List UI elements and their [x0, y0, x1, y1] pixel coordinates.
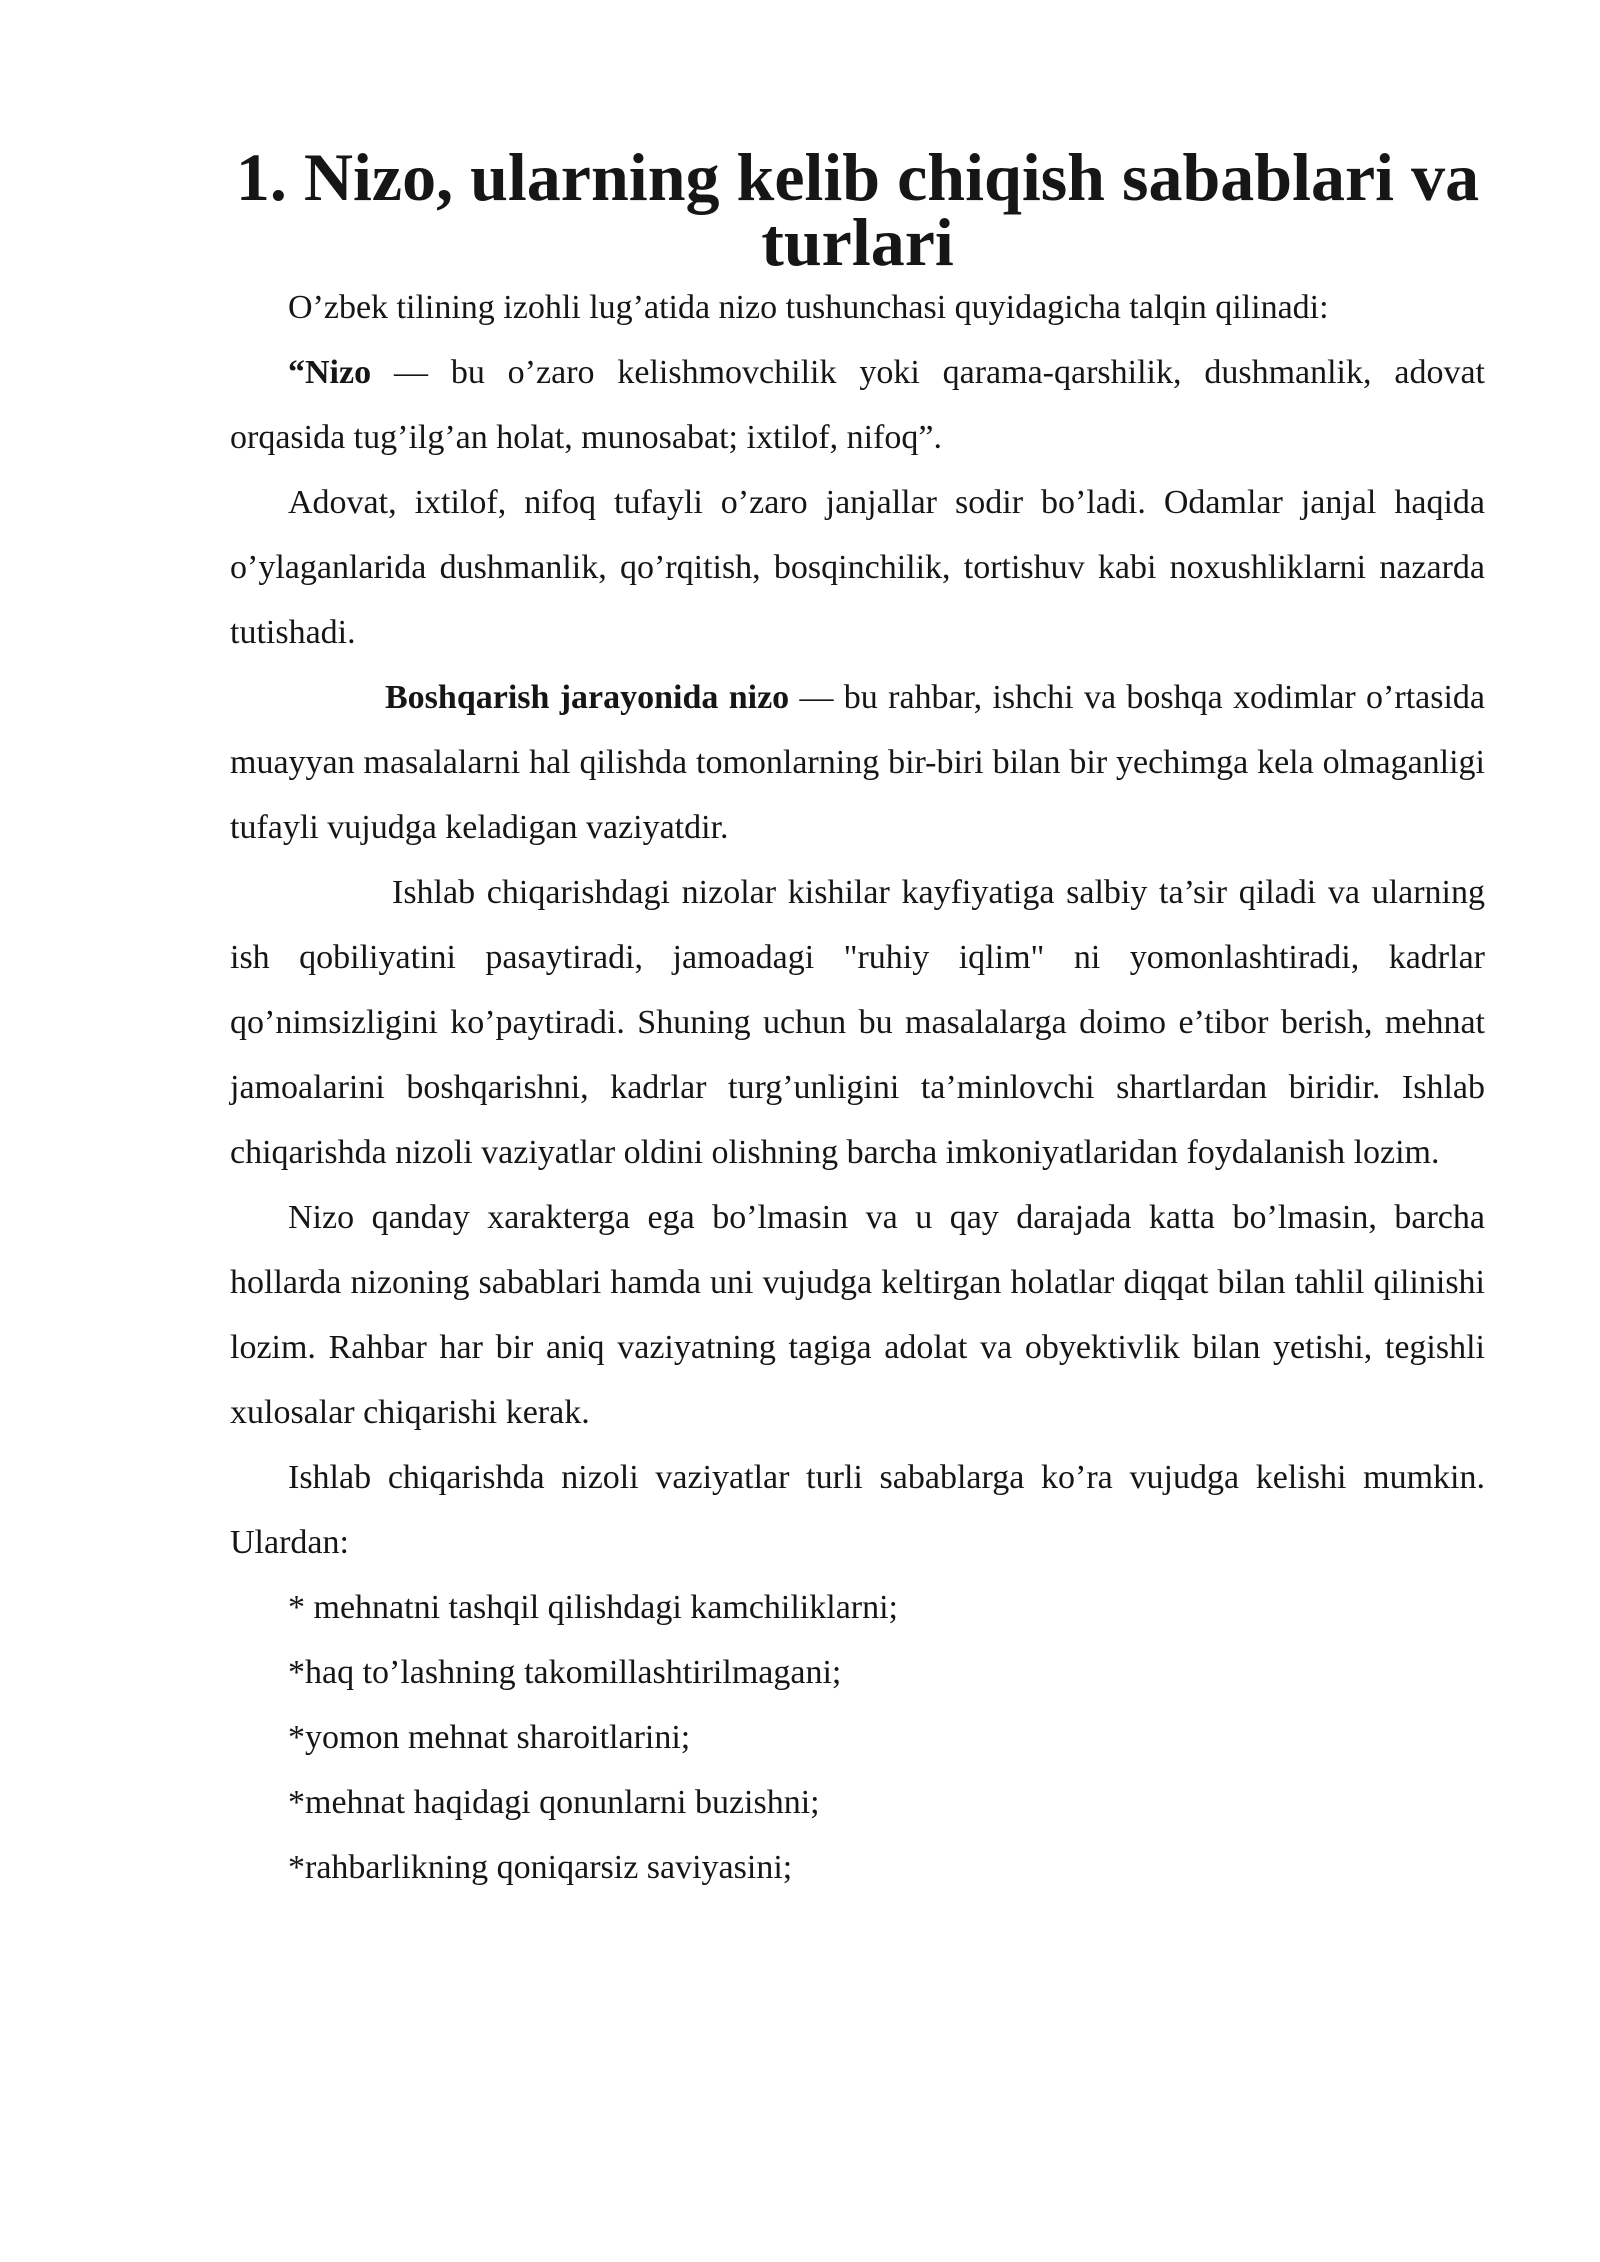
- paragraph-analysis: Nizo qanday xarakterga ega bo’lmasin va u qay darajada katta bo’lmasin, barcha hollarda nizoning sabablari hamda uni vujudga keltirgan holatlar diqqat bilan tahlil qilinishi lozim. Rahbar har bir aniq vaziyatning tagiga adolat va obyektivlik bilan yetishi, tegishli xulosalar chiqarishi kerak.: [230, 1199, 1485, 1431]
- paragraph-intro: O’zbek tilining izohli lug’atida nizo tushunchasi quyidagicha talqin qilinadi:: [288, 289, 1329, 326]
- paragraph-definition: [230, 340, 1485, 470]
- causes-list: [230, 1575, 1485, 1900]
- list-item: *rahbarlikning qoniqarsiz saviyasini;: [288, 1849, 793, 1886]
- list-item: * mehnatni tashqil qilishdagi kamchiliklarni;: [288, 1589, 899, 1626]
- paragraph-management-conflict: [230, 665, 1485, 860]
- document-page: [230, 139, 1486, 1900]
- list-item: *haq to’lashning takomillashtirilmagani;: [288, 1654, 842, 1691]
- document-title: 1. Nizo, ularning kelib chiqish sabablari va turlari: [235, 139, 1480, 280]
- term-nizo: “Nizo: [288, 354, 372, 391]
- paragraph-causes: Ishlab chiqarishda nizoli vaziyatlar turli sabablarga ko’ra vujudga kelishi mumkin. Ulardan:: [230, 1459, 1485, 1561]
- term-management-conflict: Boshqarish jarayonida nizo: [385, 679, 790, 716]
- paragraph-production-conflicts: Ishlab chiqarishdagi nizolar kishilar kayfiyatiga salbiy ta’sir qiladi va ularning ish qobiliyatini pasaytiradi, jamoadagi "ruhiy iqlim" ni yomonlashtiradi, kadrlar qo’nimsizligini ko’paytiradi. Shuning uchun bu masalalarga doimo e’tibor berish, mehnat jamoalarini boshqarishni, kadrlar turg’unligini ta’minlovchi shartlardan biridir. Ishlab chiqarishda nizoli vaziyatlar oldini olishning barcha imkoniyatlaridan foydalanish lozim.: [230, 874, 1485, 1171]
- list-item: *yomon mehnat sharoitlarini;: [288, 1719, 691, 1756]
- management-conflict-text: — bu rahbar, ishchi va boshqa xodimlar o’rtasida muayyan masalalarni hal qilishda tomonlarning bir-biri bilan bir yechimga kela olmaganligi tufayli vujudga keladigan vaziyatdir.: [230, 679, 1486, 846]
- paragraph-adovat: Adovat, ixtilof, nifoq tufayli o’zaro janjallar sodir bo’ladi. Odamlar janjal haqida o’ylaganlarida dushmanlik, qo’rqitish, bosqinchilik, tortishuv kabi noxushliklarni nazarda tutishadi.: [230, 484, 1485, 651]
- definition-text: — bu o’zaro kelishmovchilik yoki qarama-qarshilik, dushmanlik, adovat orqasida tug’ilg’an holat, munosabat; ixtilof, nifoq”.: [230, 354, 1485, 456]
- list-item: *mehnat haqidagi qonunlarni buzishni;: [288, 1784, 820, 1821]
